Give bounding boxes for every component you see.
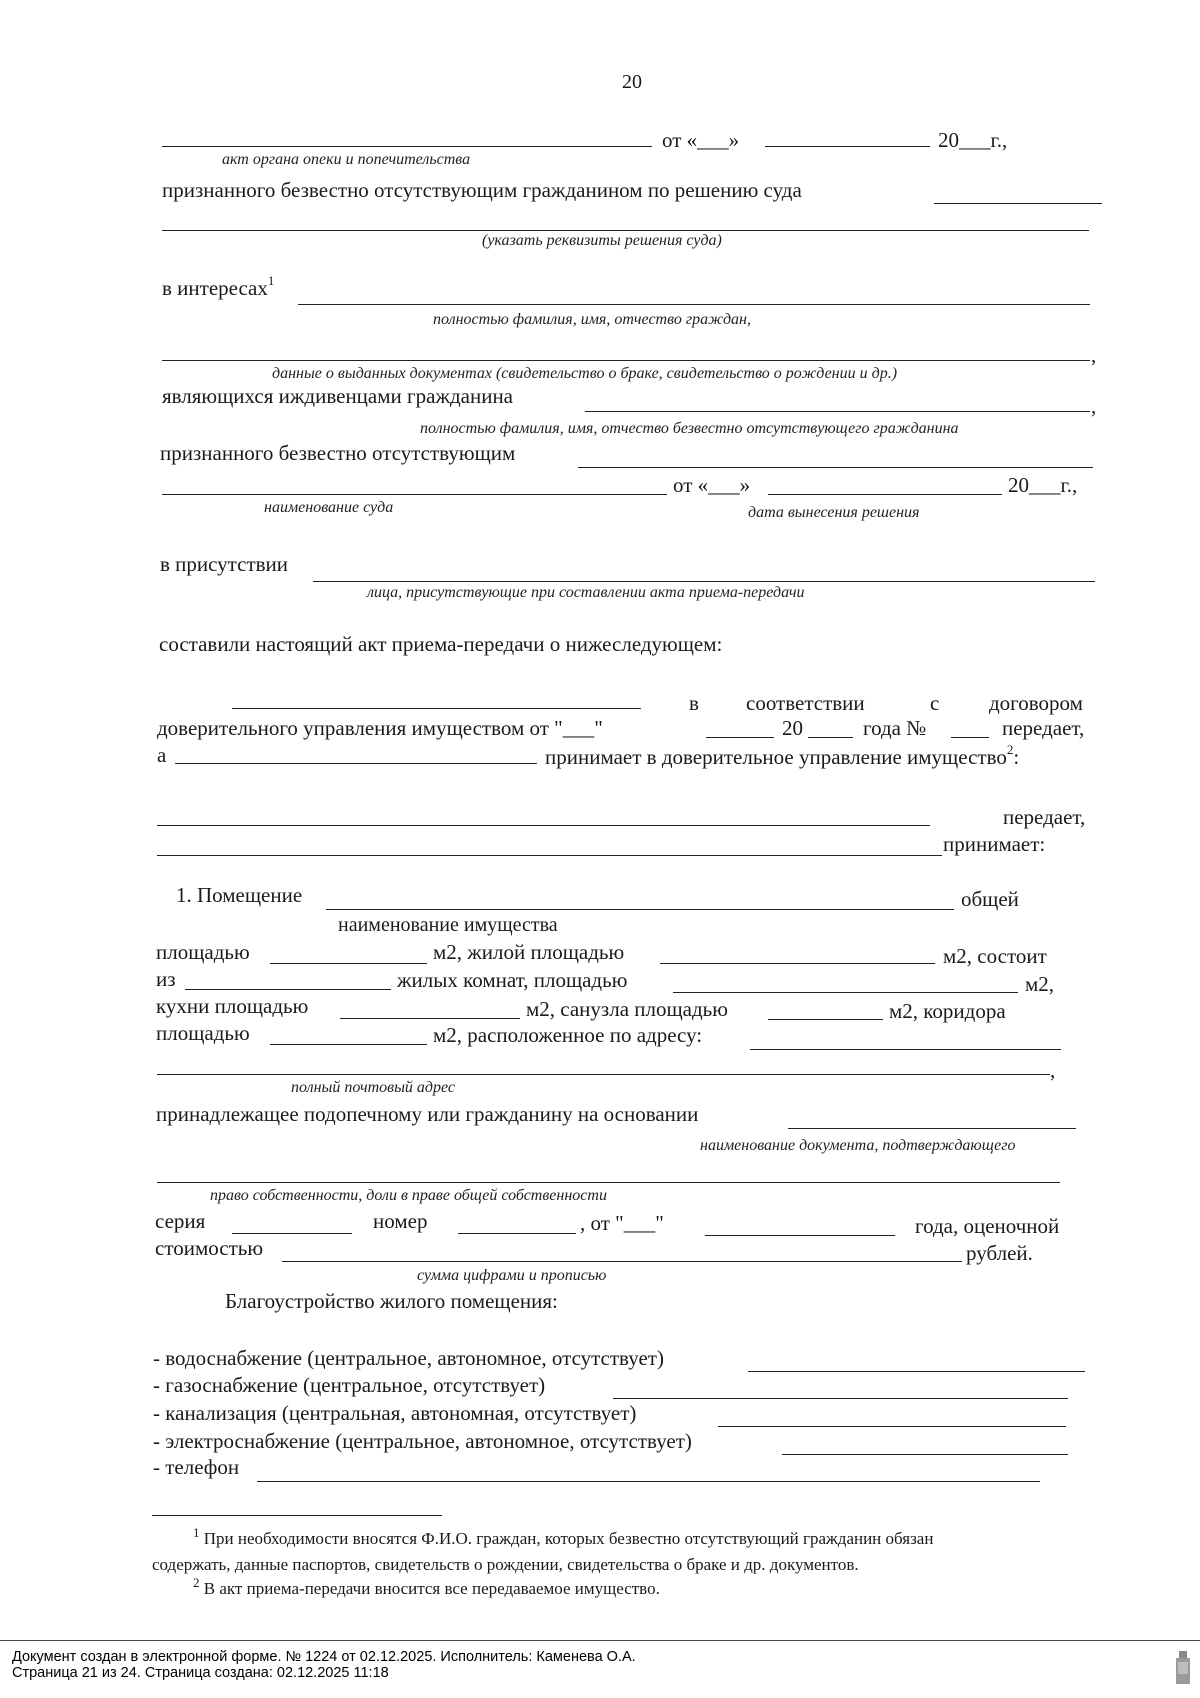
trust-agreement-label: доверительного управления имуществом от "___" [157,716,603,740]
blank-interests[interactable] [298,304,1090,305]
word-iz: из [156,967,176,991]
doc-date-label: , от "___" [580,1211,664,1235]
recognized-by-court-text: признанного безвестно отсутствующим гражданином по решению суда [162,178,802,202]
blank-total-area[interactable] [270,963,427,964]
word-dogovorom: договором [989,691,1083,715]
improvements-heading: Благоустройство жилого помещения: [225,1289,558,1313]
word-a: а [157,743,167,767]
caption-doc-confirm: наименование документа, подтверждающего [700,1137,1016,1154]
living-area-label: м2, жилой площадью [433,940,625,964]
word-v: в [689,691,699,715]
trust-year: 20 [782,716,803,740]
footnote-1-line-1: $^1$ При необходимости вносятся Ф.И.О. граждан, которых безвестно отсутствующий гражданин обязан [193,1525,934,1548]
trust-transfers: передает, [1002,716,1085,740]
number-label: номер [373,1209,428,1233]
coat-of-arms-icon [1172,1648,1194,1688]
blank-date-2[interactable] [768,494,1002,495]
date-from-2: от «___» [673,473,751,497]
dependents-label: являющихся иждивенцами гражданина [162,384,514,408]
blank-gas[interactable] [613,1398,1068,1399]
page-number: 20 [622,71,642,93]
caption-fio-absent: полностью фамилия, имя, отчество безвестно отсутствующего гражданина [420,420,959,437]
footer-line-1: Документ создан в электронной форме. № 1224 от 02.12.2025. Исполнитель: Каменева О.А. [12,1649,636,1665]
blank-bathroom-area[interactable] [768,1019,883,1020]
footnote-separator [152,1515,442,1516]
footer-divider [0,1640,1200,1641]
blank-trustor[interactable] [232,708,641,709]
blank-sewer[interactable] [718,1426,1066,1427]
caption-property-name: наименование имущества [338,914,558,936]
bathroom-label: м2, санузла площадью [526,997,728,1021]
caption-sum: сумма цифрами и прописью [417,1267,607,1284]
blank-address-2[interactable] [157,1074,1050,1075]
kitchen-label: кухни площадью [156,994,309,1018]
comma-1: , [1091,343,1097,367]
blank-court-1[interactable] [934,203,1102,204]
rubles-label: рублей. [966,1241,1033,1265]
caption-decision-date: дата вынесения решения [748,504,920,521]
trust-number-label: года № [863,716,927,740]
area-label: площадью [156,940,250,964]
caption-court-name: наименование суда [264,499,394,516]
blank-water[interactable] [748,1371,1085,1372]
blank-living-area[interactable] [660,963,935,964]
blank-rooms-count[interactable] [185,989,391,990]
presence-label: в присутствии [160,552,289,576]
blank-kitchen-area[interactable] [340,1018,520,1019]
blank-presence[interactable] [313,581,1095,582]
blank-premises-name[interactable] [326,909,954,910]
blank-dependents[interactable] [585,411,1090,412]
blank-trustee[interactable] [175,763,537,764]
corridor-label: м2, коридора [889,999,1006,1023]
cost-label: стоимостью [155,1236,264,1260]
blank-power[interactable] [782,1454,1068,1455]
address-label: м2, расположенное по адресу: [433,1023,703,1047]
blank-cost[interactable] [282,1261,962,1262]
accepts-trust-label: принимает в доверительное управление имущество$^2$: [545,742,1020,769]
blank-trust-number[interactable] [951,737,989,738]
footer-line-2: Страница 21 из 24. Страница создана: 02.12.2025 11:18 [12,1665,389,1681]
area2-label: площадью [156,1021,250,1045]
blank-series[interactable] [232,1233,352,1234]
blank-trust-date[interactable] [706,737,774,738]
gas-label: - газоснабжение (центральное, отсутствует) [153,1373,546,1397]
blank-trust-year[interactable] [808,737,853,738]
blank-basis-doc[interactable] [788,1128,1076,1129]
blank-corridor-area[interactable] [270,1044,427,1045]
transfers-label: передает, [1003,805,1086,829]
blank-doc-date[interactable] [705,1235,895,1236]
year-2: 20___г., [1008,473,1078,497]
blank-phone[interactable] [257,1481,1040,1482]
comma-3: , [1050,1058,1056,1082]
blank-opeka-act[interactable] [162,146,652,147]
consists-label: м2, состоит [943,944,1047,968]
power-label: - электроснабжение (центральное, автономное, отсутствует) [153,1429,692,1453]
recognized-absent-label: признанного безвестно отсутствующим [160,441,516,465]
series-label: серия [155,1209,206,1233]
caption-documents: данные о выданных документах (свидетельство о браке, свидетельство о рождении и др.) [272,365,898,382]
premises-label: 1. Помещение [176,883,303,907]
blank-number[interactable] [458,1233,576,1234]
comma-2: , [1091,394,1097,418]
caption-fio-citizens: полностью фамилия, имя, отчество граждан, [433,311,751,328]
footnote-2: $^2$ В акт приема-передачи вносится все передаваемое имущество. [193,1575,660,1598]
blank-rooms-area[interactable] [673,992,1018,993]
blank-court-2[interactable] [162,230,1089,231]
blank-documents[interactable] [162,360,1090,361]
blank-court-name[interactable] [162,494,667,495]
rooms-area-label: жилых комнат, площадью [397,968,628,992]
water-label: - водоснабжение (центральное, автономное, отсутствует) [153,1346,664,1370]
m2-comma-label: м2, [1025,972,1055,996]
caption-postal: полный почтовый адрес [291,1079,455,1096]
blank-address-1[interactable] [750,1049,1061,1050]
caption-presence: лица, присутствующие при составлении акта приема-передачи [367,584,805,601]
compiled-statement: составили настоящий акт приема-передачи о нижеследующем: [159,632,723,656]
blank-accepts[interactable] [157,855,942,856]
date-from: от «___» [662,128,740,152]
year-1: 20___г., [938,128,1008,152]
estimated-label: года, оценочной [915,1214,1060,1238]
total-label: общей [961,887,1019,911]
caption-opeka: акт органа опеки и попечительства [222,151,471,168]
blank-recognized-absent[interactable] [578,467,1093,468]
word-sootvetstvii: соответствии [746,691,865,715]
footnote-1-line-2: содержать, данные паспортов, свидетельств о рождении, свидетельства о браке и др. документов. [152,1555,859,1574]
in-interests-label: в интересах$^1$ [162,273,275,300]
blank-transfers[interactable] [157,825,930,826]
phone-label: - телефон [153,1455,240,1479]
belongs-label: принадлежащее подопечному или гражданину на основании [156,1102,699,1126]
word-s: с [930,691,940,715]
blank-ownership[interactable] [157,1182,1060,1183]
blank-date-1[interactable] [765,146,930,147]
accepts-label: принимает: [943,832,1046,856]
caption-court-requisites: (указать реквизиты решения суда) [482,232,722,249]
sewer-label: - канализация (центральная, автономная, отсутствует) [153,1401,637,1425]
caption-ownership: право собственности, доли в праве общей собственности [210,1187,607,1204]
